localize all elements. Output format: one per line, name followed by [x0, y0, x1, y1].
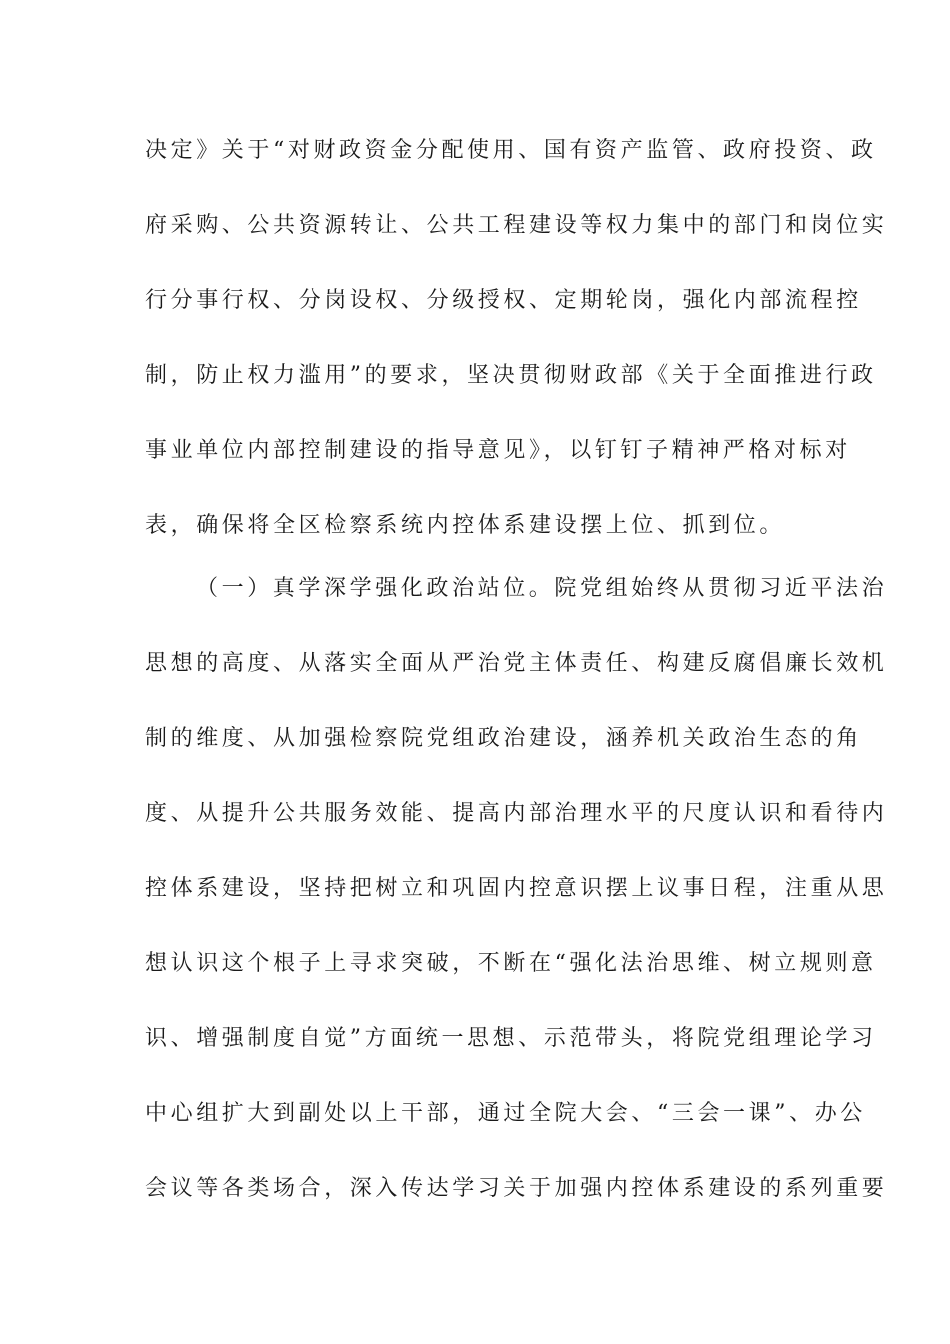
paragraph-first-line: （一）真学深学强化政治站位。院党组始终从贯彻习近平法治 [196, 576, 888, 601]
text-line: 识、增强制度自觉”方面统一思想、示范带头，将院党组理论学习 [145, 1026, 877, 1051]
text-line: 控体系建设，坚持把树立和巩固内控意识摆上议事日程，注重从思 [145, 876, 888, 901]
text-line: 表，确保将全区检察系统内控体系建设摆上位、抓到位。 [145, 513, 786, 538]
text-line: 府采购、公共资源转让、公共工程建设等权力集中的部门和岗位实 [145, 213, 888, 238]
text-line: 会议等各类场合，深入传达学习关于加强内控体系建设的系列重要 [145, 1176, 888, 1201]
text-line: 决定》关于“对财政资金分配使用、国有资产监管、政府投资、政 [145, 138, 877, 163]
text-line: 思想的高度、从落实全面从严治党主体责任、构建反腐倡廉长效机 [145, 651, 888, 676]
text-line: 事业单位内部控制建设的指导意见》，以钉钉子精神严格对标对 [145, 438, 851, 463]
text-line: 中心组扩大到副处以上干部，通过全院大会、“三会一课”、办公 [145, 1101, 866, 1126]
text-line: 制，防止权力滥用”的要求，坚决贯彻财政部《关于全面推进行政 [145, 363, 877, 388]
text-line: 行分事行权、分岗设权、分级授权、定期轮岗，强化内部流程控 [145, 288, 862, 313]
text-line: 制的维度、从加强检察院党组政治建设，涵养机关政治生态的角 [145, 726, 862, 751]
text-line: 度、从提升公共服务效能、提高内部治理水平的尺度认识和看待内 [145, 801, 888, 826]
text-line: 想认识这个根子上寻求突破，不断在“强化法治思维、树立规则意 [145, 951, 877, 976]
